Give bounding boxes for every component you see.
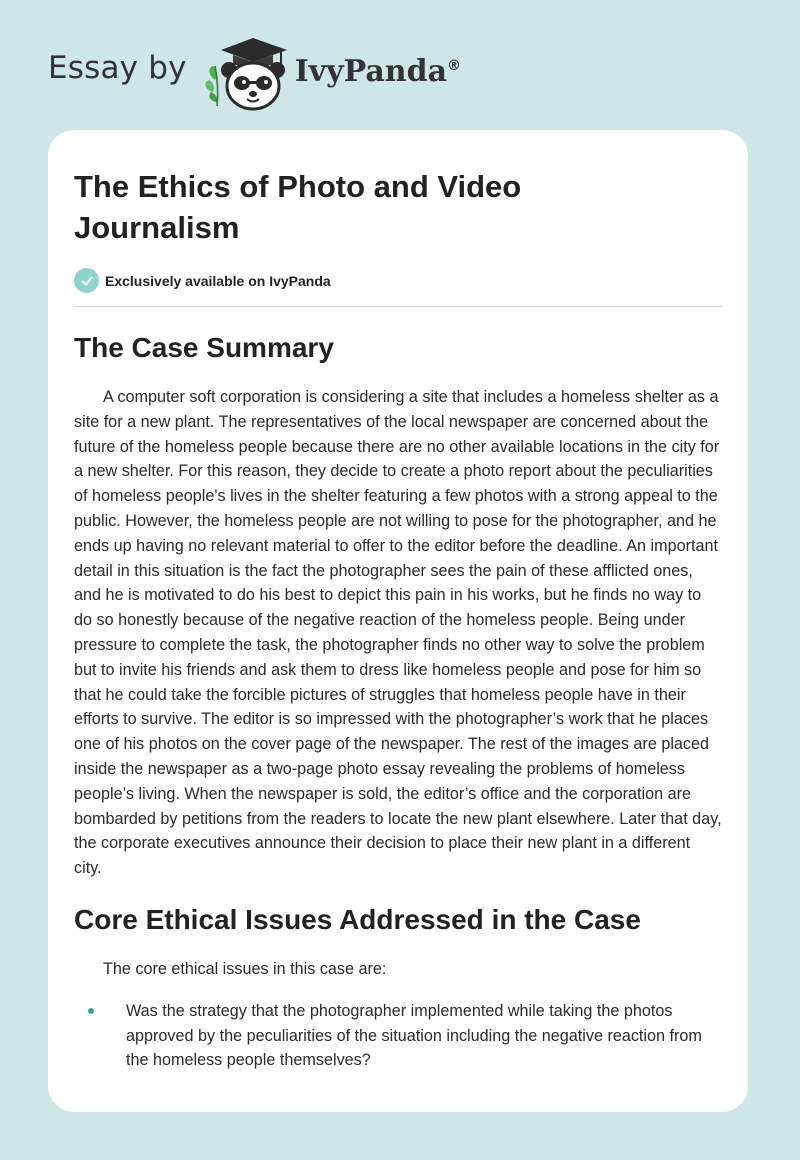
bullet-icon — [88, 1008, 94, 1014]
exclusive-badge — [74, 268, 722, 307]
list-item-text: Was the strategy that the photographer implemented while taking the photos approved by the peculiarities of the situation including the negative reaction from the homeless people themselves? — [126, 1001, 702, 1070]
article-title: The Ethics of Photo and Video Journalism — [74, 169, 522, 245]
case-summary-paragraph: A computer soft corporation is considering a site that includes a homeless shelter as a site for a new plant. The representatives of the local newspaper are concerned about the future of the homeless people because there are no other available locations in the city for a new shelter. For this reason, they decide to create a photo report about the peculiarities of homeless people's lives in the shelter featuring a few photos with a strong appeal to the public. However, the homeless people are not willing to pose for the photographer, and he ends up having no relevant material to offer to the editor before the deadline. An important detail in this situation is the fact the photographer sees the pain of these afflicted ones, and he is motivated to do his best to depict this pain in his works, but he finds no way to do so honestly because of the negative reaction of the homeless people. Being under pressure to complete the task, the photographer finds no other way to solve the problem but to invite his friends and ask them to dress like homeless people and pose for him so that he could take the forcible pictures of struggles that homeless people have in their efforts to survive. The editor is so impressed with the photographer’s work that he places one of his photos on the cover page of the newspaper. The rest of the images are placed inside the newspaper as a two-page photo essay revealing the problems of homeless people’s living. When the newspaper is sold, the editor’s office and the corporation are bombarded by petitions from the readers to locate the new plant elsewhere. Later that day, the corporate executives announce their decision to place their new plant in a different city. — [74, 388, 722, 878]
article-card — [48, 130, 748, 1112]
core-issues-intro: The core ethical issues in this case are: — [103, 959, 387, 978]
section-heading-case-summary: The Case Summary — [74, 332, 334, 363]
panda-logo-icon — [201, 36, 291, 112]
brand-header — [48, 34, 508, 114]
section-heading-core-issues: Core Ethical Issues Addressed in the Case — [74, 903, 641, 935]
core-issues-list — [74, 999, 722, 1073]
exclusive-text: Exclusively available on IvyPanda — [105, 272, 331, 289]
brand-prefix: Essay by — [48, 50, 187, 86]
check-icon — [74, 268, 99, 293]
list-item — [74, 999, 722, 1073]
brand-name: IvyPanda® — [294, 53, 462, 89]
